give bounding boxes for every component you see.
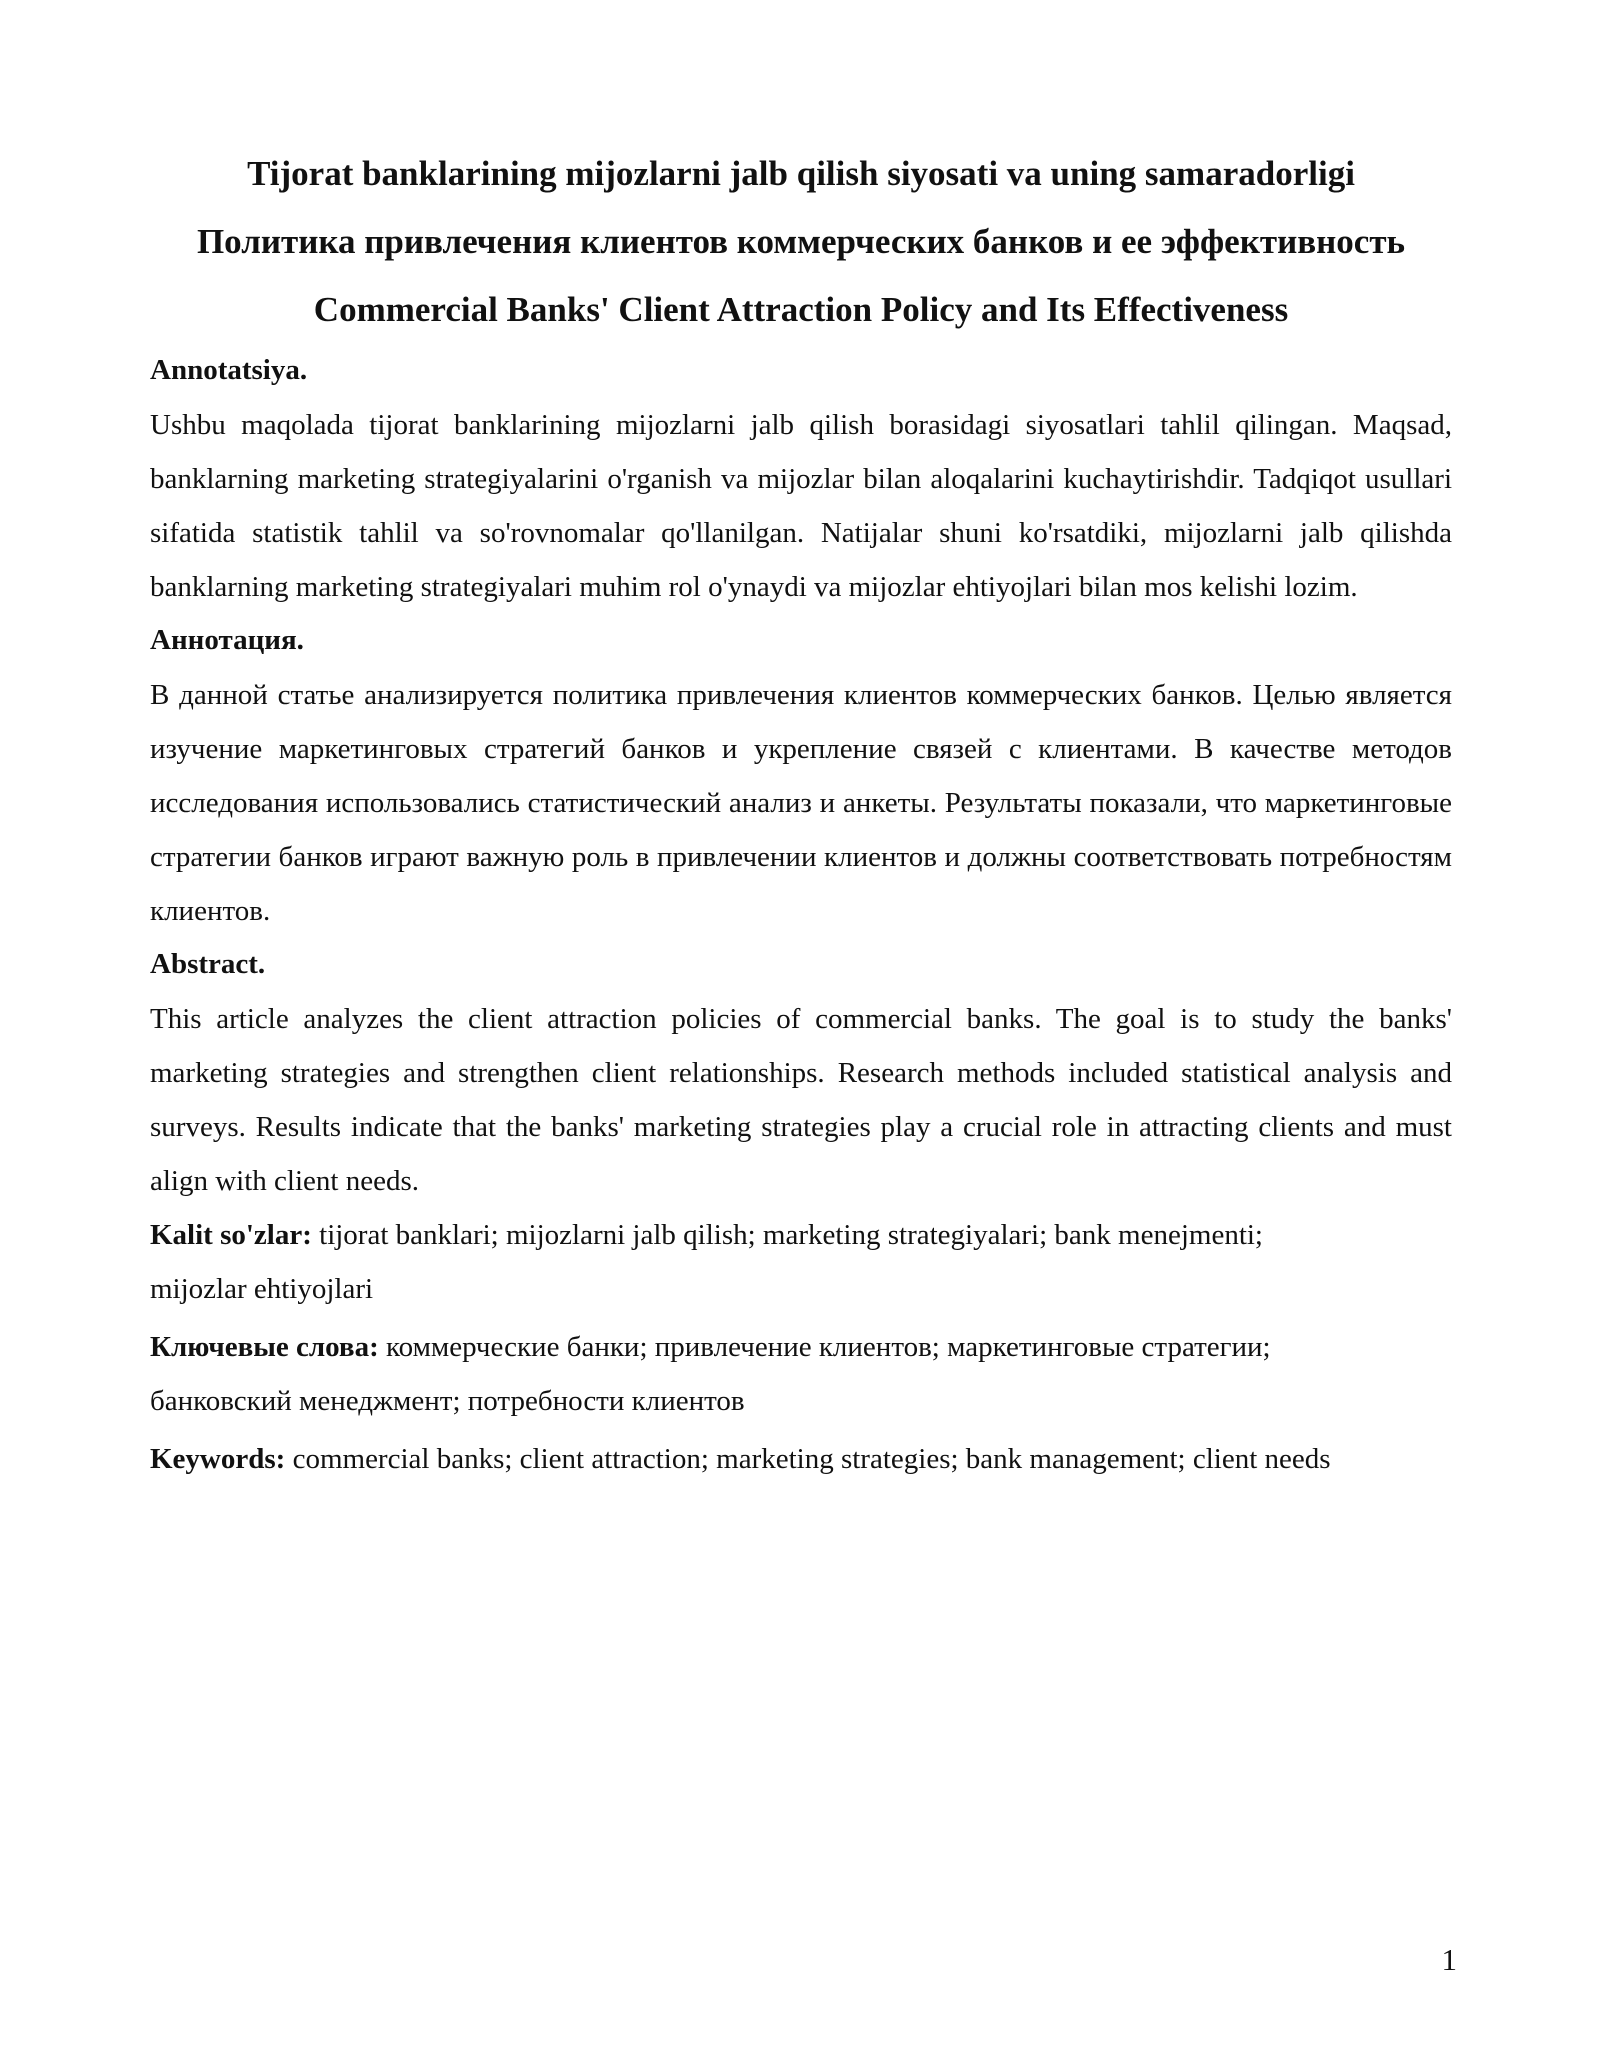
abstract-uz-text: Ushbu maqolada tijorat banklarining mijozlarni jalb qilish borasidagi siyosatlari tahlil qilingan. Maqsad, banklarning marketing strategiyalarini o'rganish va mijozlar bilan aloqalarini kuchaytirishdir. Tadqiqot usullari sifatida statistik tahlil va so'rovnomalar qo'llanilgan. Natijalar shuni ko'rsatdiki, mijozlarni jalb qilishda banklarning marketing strategiyalari muhim rol o'ynaydi va mijozlar ehtiyojlari bilan mos kelishi lozim.: [150, 409, 1452, 603]
abstract-en-text: This article analyzes the client attraction policies of commercial banks. The goal is to study the banks' marketing strategies and strengthen client relationships. Research methods included statistical analysis and surveys. Results indicate that the banks' marketing strategies play a crucial role in attracting clients and must align with client needs.: [150, 1003, 1452, 1197]
abstract-uz-heading: Annotatsiya.: [150, 354, 308, 386]
keywords-en-line1: commercial banks; client attraction; marketing strategies; bank management; client needs: [285, 1443, 1331, 1475]
title-english: Commercial Banks' Client Attraction Policy and Its Effectiveness: [313, 290, 1289, 329]
keywords-ru-line2: банковский менеджмент; потребности клиентов: [150, 1385, 745, 1417]
keywords-ru: [150, 1320, 1452, 1428]
title-uzbek: Tijorat banklarining mijozlarni jalb qilish siyosati va uning samaradorligi: [247, 154, 1355, 193]
keywords-ru-label: Ключевые слова:: [150, 1331, 379, 1363]
abstract-ru-heading: Аннотация.: [150, 624, 304, 656]
keywords-uz: [150, 1208, 1452, 1316]
keywords-uz-label: Kalit so'zlar:: [150, 1219, 312, 1251]
keywords-ru-line1: коммерческие банки; привлечение клиентов; маркетинговые стратегии;: [378, 1331, 1271, 1363]
keywords-uz-line2: mijozlar ehtiyojlari: [150, 1273, 374, 1305]
abstract-en-heading: Abstract.: [150, 948, 266, 980]
page-content: [150, 140, 1452, 1490]
title-russian: Политика привлечения клиентов коммерческих банков и ее эффективность: [196, 222, 1406, 261]
keywords-en-label: Keywords:: [150, 1443, 286, 1475]
abstract-ru-text: В данной статье анализируется политика привлечения клиентов коммерческих банков. Целью является изучение маркетинговых стратегий банков и укрепление связей с клиентами. В качестве методов исследования использовались статистический анализ и анкеты. Результаты показали, что маркетинговые стратегии банков играют важную роль в привлечении клиентов и должны соответствовать потребностям клиентов.: [150, 679, 1452, 927]
keywords-uz-line1: tijorat banklari; mijozlarni jalb qilish; marketing strategiyalari; bank menejmenti;: [311, 1219, 1263, 1251]
page-number: 1: [1441, 1942, 1457, 1977]
keywords-en: [150, 1432, 1452, 1486]
